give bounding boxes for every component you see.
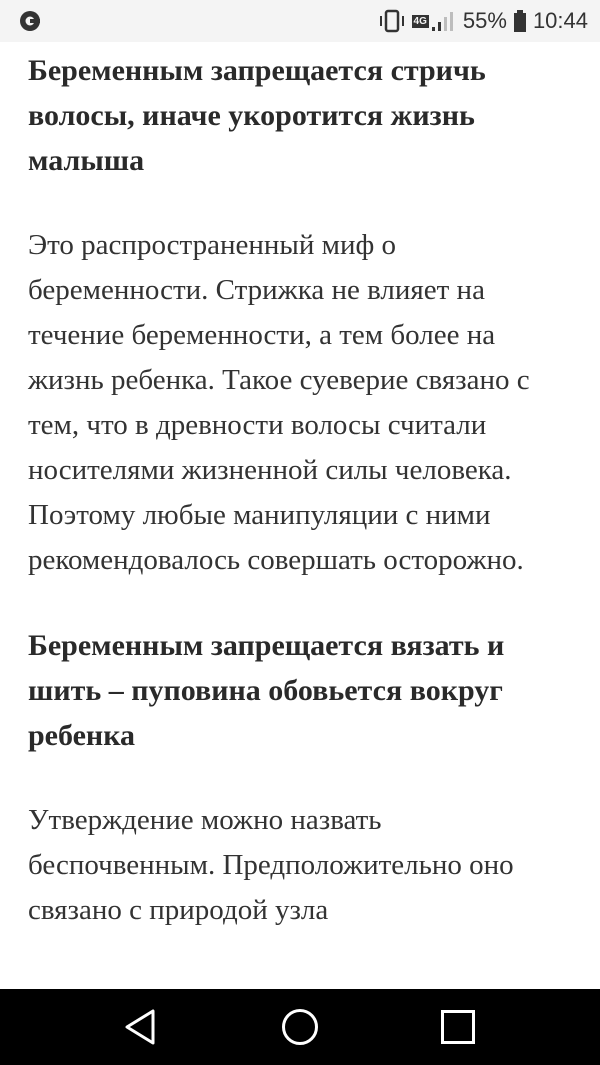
back-triangle-icon (123, 1008, 159, 1046)
section-body: Это распространенный миф о беременности. Стрижка не влияет на течение беременности, а тем более на жизнь ребенка. Такое суеверие связано с тем, что в древности волосы считали носителями жизненной силы человека. Поэтому любые манипуляции с ними рекомендовалось совершать осторожно. (28, 229, 530, 576)
vibrate-icon (378, 9, 406, 33)
recents-square-icon (440, 1009, 476, 1045)
google-g-icon (18, 9, 42, 33)
back-button[interactable] (81, 989, 201, 1065)
status-icons (378, 6, 588, 36)
section-heading: Беременным запрещается стричь волосы, иначе укоротится жизнь малыша (28, 54, 486, 177)
navigation-bar (0, 989, 600, 1065)
section-heading: Беременным запрещается вязать и шить – пуповина обовьется вокруг ребенка (28, 629, 505, 752)
signal-bars-icon (431, 9, 457, 33)
status-bar (0, 0, 600, 42)
article-content[interactable] (0, 42, 600, 989)
home-circle-icon (280, 1007, 320, 1047)
network-label: 4G (413, 15, 427, 27)
home-button[interactable] (240, 989, 360, 1065)
section-body: Утверждение можно назвать беспочвенным. Предположительно оно связано с природой узла (28, 804, 514, 926)
network-indicator (412, 9, 457, 33)
clock: 10:44 (532, 8, 588, 33)
battery-icon (513, 9, 527, 33)
battery-percent: 55% (462, 8, 507, 33)
recents-button[interactable] (398, 989, 518, 1065)
